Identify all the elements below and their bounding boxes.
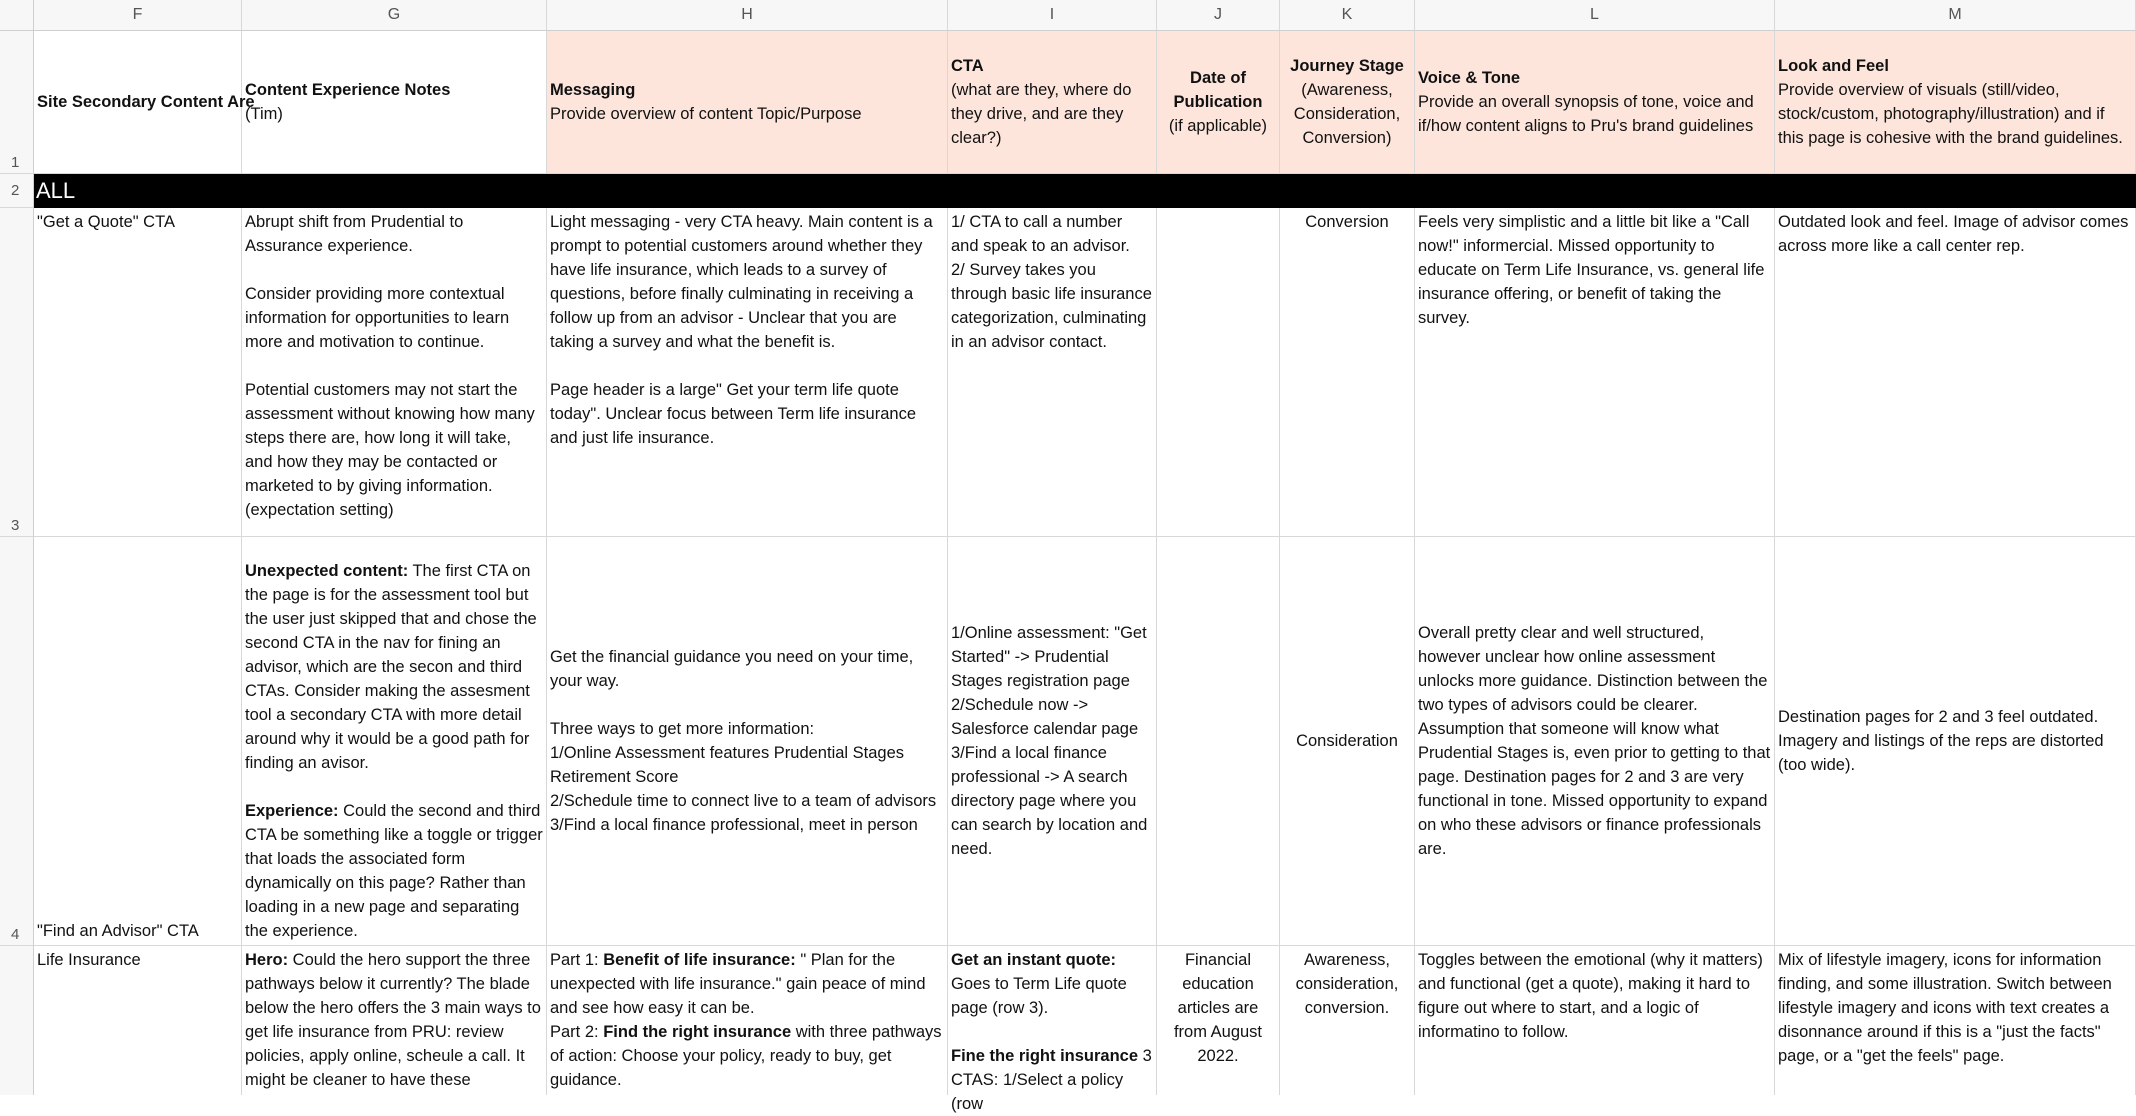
select-all-corner[interactable] xyxy=(0,0,34,31)
cell-text: 2/ Survey takes you through basic life insurance categorization, culminating in an advisor contact. xyxy=(951,261,1152,351)
header-sub: Provide an overall synopsis of tone, voice and if/how content aligns to Pru's brand guidelines xyxy=(1418,93,1754,135)
cell-text: Fine the right insurance 3 CTAS: 1/Select a policy (row xyxy=(951,1047,1152,1113)
header-sub: (Tim) xyxy=(245,105,283,123)
cell-f3[interactable] xyxy=(34,208,242,537)
row-header-2[interactable]: 2 xyxy=(0,174,34,208)
header-label: Content Experience Notes xyxy=(245,81,451,99)
row-header-3[interactable]: 3 xyxy=(0,208,34,537)
header-sub: Provide overview of visuals (still/video, stock/custom, photography/illustration) and if this page is cohesive with the brand guidelines. xyxy=(1778,81,2123,147)
cell-text: "Find an Advisor" CTA xyxy=(37,922,199,940)
cell-text: Toggles between the emotional (why it matters) and functional (get a quote), making it hard to figure out where to start, and a logic of informatino to follow. xyxy=(1418,951,1763,1041)
cell-text: "Get a Quote" CTA xyxy=(37,213,175,231)
header-sub: Provide overview of content Topic/Purpose xyxy=(550,105,862,123)
cell-text: Consider providing more contextual information for opportunities to learn more and motivation to continue. xyxy=(245,285,510,351)
row-header-4[interactable]: 4 xyxy=(0,537,34,946)
cell-text: Overall pretty clear and well structured, however unclear how online assessment unlocks more guidance. Distinction between the two types of advisors could be clearer. Assumption that someone will know what Prudential Stages is, even prior to getting to that page. Destination pages for 2 and 3 are very functional in tone. Missed opportunity to expand on who these advisors or finance professionals are. xyxy=(1418,624,1771,858)
cell-k4[interactable] xyxy=(1280,537,1415,946)
cell-l4[interactable] xyxy=(1415,537,1775,946)
column-header-g[interactable]: G xyxy=(242,0,547,31)
cell-text: Light messaging - very CTA heavy. Main content is a prompt to potential customers around whether they have life insurance, which leads to a survey of questions, before finally culminating in receiving a follow up from an advisor - Unclear that you are taking a survey and what the benefit is. xyxy=(550,213,933,351)
cell-g3[interactable] xyxy=(242,208,547,537)
column-header-f[interactable]: F xyxy=(34,0,242,31)
cell-text: 1/ CTA to call a number and speak to an advisor. xyxy=(951,213,1130,255)
header-cell-date[interactable] xyxy=(1157,31,1280,174)
cell-text: Consideration xyxy=(1296,732,1398,750)
cell-i5[interactable] xyxy=(948,946,1157,1113)
header-cell-content-experience[interactable] xyxy=(242,31,547,174)
cell-text: Abrupt shift from Prudential to Assurance experience. xyxy=(245,213,464,255)
cell-j3[interactable] xyxy=(1157,208,1280,537)
header-cell-look-feel[interactable] xyxy=(1775,31,2136,174)
cell-text: Hero: Could the hero support the three pathways below it currently? The blade below the hero offers the 3 main ways to get life insurance from PRU: review policies, apply online, scheule a call. It might be cleaner to have these xyxy=(245,951,541,1089)
cell-i4[interactable] xyxy=(948,537,1157,946)
cell-text: Get the financial guidance you need on your time, your way. xyxy=(550,648,914,690)
cell-h5[interactable] xyxy=(547,946,948,1095)
header-sub: (Awareness, Consideration, Conversion) xyxy=(1293,81,1401,147)
column-header-l[interactable]: L xyxy=(1415,0,1775,31)
header-label: Look and Feel xyxy=(1778,57,1889,75)
cell-text: Experience: Could the second and third CTA be something like a toggle or trigger that loads the associated form dynamically on this page? Rather than loading in a new page and separating the experience. xyxy=(245,802,543,940)
cell-m5[interactable] xyxy=(1775,946,2136,1095)
header-sub: (what are they, where do they drive, and are they clear?) xyxy=(951,81,1132,147)
cell-text: Awareness, consideration, conversion. xyxy=(1295,951,1399,1017)
header-label: Voice & Tone xyxy=(1418,69,1521,87)
cell-text: Get an instant quote: Goes to Term Life quote page (row 3). xyxy=(951,951,1127,1017)
cell-l5[interactable] xyxy=(1415,946,1775,1095)
header-cell-messaging[interactable] xyxy=(547,31,948,174)
cell-text: Life Insurance xyxy=(37,951,141,969)
header-label: Date of Publication xyxy=(1173,69,1263,111)
cell-m4[interactable] xyxy=(1775,537,2136,946)
cell-text: 3/Find a local finance professional -> A search directory page where you can search by location and need. xyxy=(951,744,1148,858)
cell-text: Feels very simplistic and a little bit like a "Call now!" informercial. Missed opportunity to educate on Term Life Insurance, vs. general life insurance offering, or benefit of taking the survey. xyxy=(1418,213,1765,327)
cell-i3[interactable] xyxy=(948,208,1157,537)
header-label: Site Secondary Content Are xyxy=(37,93,255,111)
cell-h4[interactable] xyxy=(547,537,948,946)
cell-text: Potential customers may not start the assessment without knowing how many steps there are, how long it will take, and how they may be contacted or marketed to by giving information. (expectation setting) xyxy=(245,381,535,519)
section-band-all[interactable]: ALL xyxy=(34,174,2136,208)
header-label: CTA xyxy=(951,57,984,75)
cell-f4[interactable] xyxy=(34,537,242,946)
header-label: Journey Stage xyxy=(1290,57,1404,75)
cell-text: 1/Online Assessment features Prudential Stages Retirement Score xyxy=(550,744,905,786)
header-cell-site-secondary-content[interactable] xyxy=(34,31,255,174)
cell-k3[interactable] xyxy=(1280,208,1415,537)
cell-m3[interactable] xyxy=(1775,208,2136,537)
cell-text: Conversion xyxy=(1305,213,1389,231)
cell-text: Destination pages for 2 and 3 feel outdated. Imagery and listings of the reps are distorted (too wide). xyxy=(1778,708,2104,774)
column-header-i[interactable]: I xyxy=(948,0,1157,31)
cell-text: Part 2: Find the right insurance with three pathways of action: Choose your policy, ready to buy, get guidance. xyxy=(550,1023,942,1089)
row-header-1[interactable]: 1 xyxy=(0,31,34,174)
header-cell-cta[interactable] xyxy=(948,31,1157,174)
cell-j4[interactable] xyxy=(1157,537,1280,946)
cell-g4[interactable] xyxy=(242,537,547,946)
cell-l3[interactable] xyxy=(1415,208,1775,537)
cell-text: Page header is a large" Get your term life quote today". Unclear focus between Term life insurance and just life insurance. xyxy=(550,381,916,447)
cell-text: Outdated look and feel. Image of advisor comes across more like a call center rep. xyxy=(1778,213,2129,255)
cell-text: Unexpected content: The first CTA on the page is for the assessment tool but the user just skipped that and chose the second CTA in the nav for fining an advisor, which are the secon and third CTAs. Consider making the assesment tool a secondary CTA with more detail around why it would be a good path for finding an avisor. xyxy=(245,562,537,772)
column-header-m[interactable]: M xyxy=(1775,0,2136,31)
cell-j5[interactable] xyxy=(1157,946,1280,1095)
header-sub: (if applicable) xyxy=(1168,117,1268,135)
cell-text: Part 1: Benefit of life insurance: " Plan for the unexpected with life insurance." gain peace of mind and see how easy it can be. xyxy=(550,951,926,1017)
cell-h3[interactable] xyxy=(547,208,948,537)
header-cell-journey-stage[interactable] xyxy=(1280,31,1415,174)
cell-text: 2/Schedule time to connect live to a team of advisors xyxy=(550,792,937,810)
cell-text: Mix of lifestyle imagery, icons for information finding, and some illustration. Switch between lifestyle imagery and icons with text creates a disonnance around if this is a "just the facts" page, or a "get the feels" page. xyxy=(1778,951,2112,1065)
header-cell-voice-tone[interactable] xyxy=(1415,31,1775,174)
row-header-5[interactable] xyxy=(0,946,34,1095)
cell-text: 3/Find a local finance professional, meet in person xyxy=(550,816,918,834)
cell-k5[interactable] xyxy=(1280,946,1415,1095)
header-label: Messaging xyxy=(550,81,636,99)
cell-text: Financial education articles are from August 2022. xyxy=(1173,951,1263,1065)
cell-text: Three ways to get more information: xyxy=(550,720,815,738)
cell-text: 2/Schedule now -> Salesforce calendar page xyxy=(951,696,1139,738)
column-header-h[interactable]: H xyxy=(547,0,948,31)
column-header-j[interactable]: J xyxy=(1157,0,1280,31)
cell-text: 1/Online assessment: "Get Started" -> Prudential Stages registration page xyxy=(951,624,1147,690)
cell-g5[interactable] xyxy=(242,946,547,1095)
cell-f5[interactable] xyxy=(34,946,242,1095)
column-header-k[interactable]: K xyxy=(1280,0,1415,31)
